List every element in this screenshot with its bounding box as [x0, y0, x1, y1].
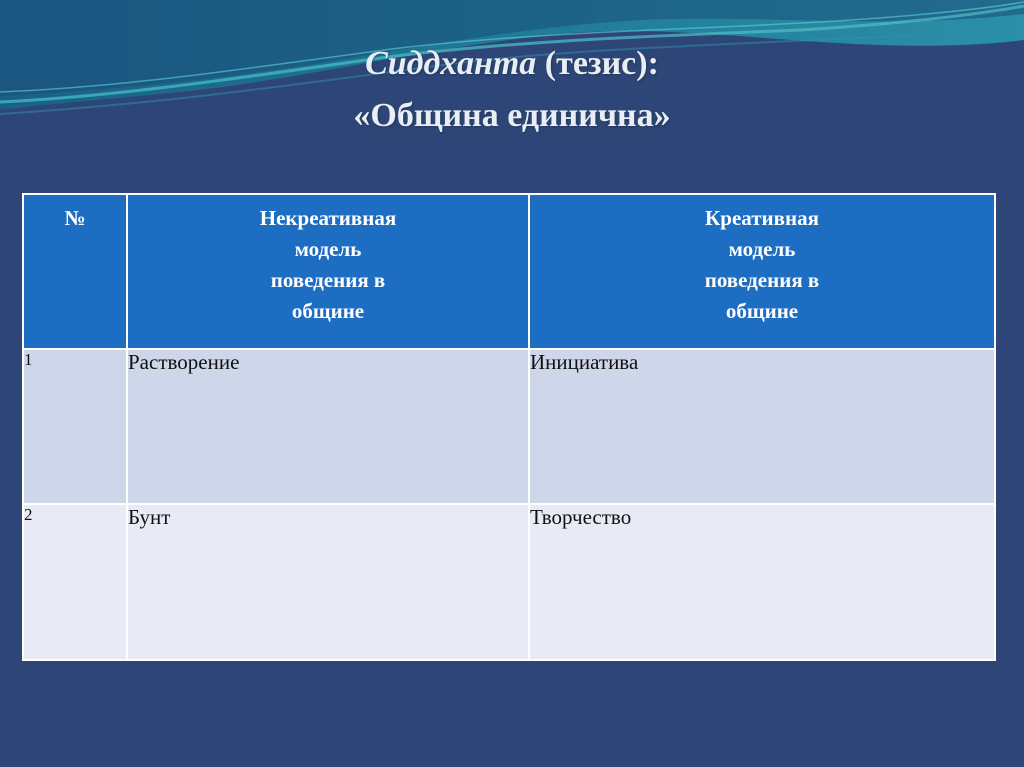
table-row: [23, 349, 995, 504]
header-number: №: [23, 194, 127, 349]
creative-cell: Творчество: [529, 504, 995, 660]
row-number: 2: [23, 504, 127, 660]
title-italic-term: Сиддханта: [365, 45, 537, 82]
row-number: 1: [23, 349, 127, 504]
title-line-2: «Община единична»: [353, 97, 671, 134]
slide-title: [0, 38, 1024, 142]
table-header-row: [23, 194, 995, 349]
header-creative-model: Креативная модель поведения в общине: [529, 194, 995, 349]
table-row: [23, 504, 995, 660]
title-thesis-label: (тезис):: [536, 45, 659, 82]
creative-cell: Инициатива: [529, 349, 995, 504]
noncreative-cell: Бунт: [127, 504, 529, 660]
noncreative-cell: Растворение: [127, 349, 529, 504]
title-line-1: [0, 38, 1024, 90]
header-noncreative-model: Некреативная модель поведения в общине: [127, 194, 529, 349]
behavior-models-table: [22, 193, 996, 661]
